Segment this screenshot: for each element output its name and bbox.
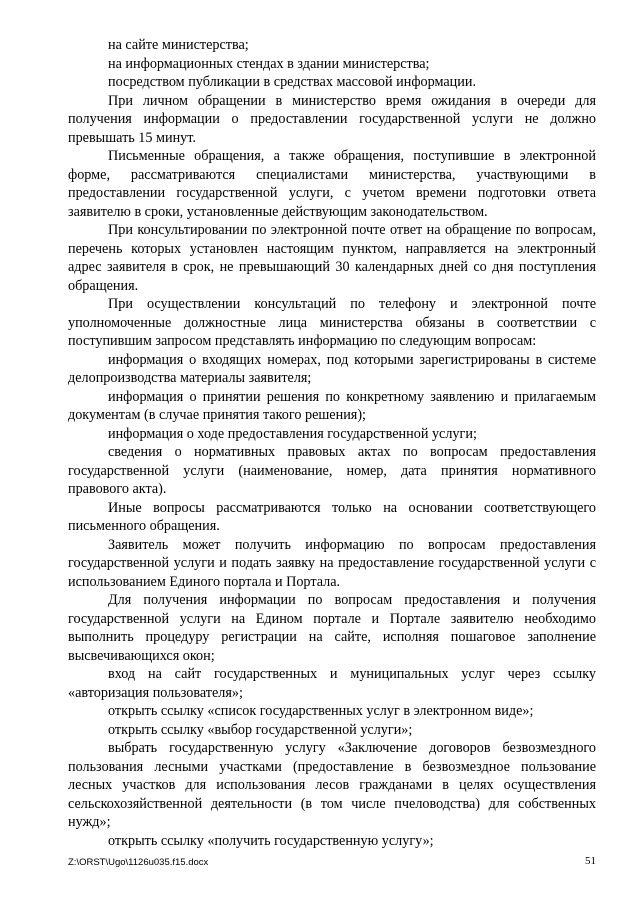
paragraph: Письменные обращения, а также обращения, поступившие в электронной форме, рассматриваются специалистами министерства, участвующими в предоставлении государственной услуги, с учетом времени подготовки ответа заявителю в сроки, установленные действующим законодательством. xyxy=(68,148,596,220)
footer-page-number: 51 xyxy=(585,855,596,867)
footer-file-path: Z:\ORST\Ugo\1126u035.f15.docx xyxy=(68,857,209,868)
paragraph: выбрать государственную услугу «Заключение договоров безвозмездного пользования лесными участками (предоставление в безвозмездное пользование лесных участков для использования лесов гражданами в целях осуществления сельскохозяйственной деятельности (в том числе пчеловодства) для собственных нужд»; xyxy=(68,740,596,830)
paragraph: информация о принятии решения по конкретному заявлению и прилагаемым документам (в случае принятия такого решения); xyxy=(68,388,596,423)
paragraph: Иные вопросы рассматриваются только на основании соответствующего письменного обращения. xyxy=(68,499,596,534)
paragraph: открыть ссылку «получить государственную услугу»; xyxy=(108,832,434,849)
paragraph: вход на сайт государственных и муниципальных услуг через ссылку «авторизация пользователя»; xyxy=(68,666,596,701)
paragraph: Для получения информации по вопросам предоставления и получения государственной услуги на Едином портале и Портале заявителю необходимо выполнить процедуру регистрации на сайте, исполняя пошаговое заполнение высвечивающихся окон; xyxy=(68,592,596,664)
paragraph: открыть ссылку «выбор государственной услуги»; xyxy=(108,721,413,738)
paragraph: При личном обращении в министерство время ожидания в очереди для получения информации о предоставлении государственной услуги не должно превышать 15 минут. xyxy=(68,92,596,146)
paragraph: информация о ходе предоставления государственной услуги; xyxy=(108,425,477,442)
paragraph: При консультировании по электронной почте ответ на обращение по вопросам, перечень которых установлен настоящим пунктом, направляется на электронный адрес заявителя в срок, не превышающий 30 календарных дней со дня поступления обращения. xyxy=(68,222,596,294)
paragraph: открыть ссылку «список государственных услуг в электронном виде»; xyxy=(108,703,534,719)
paragraph: информация о входящих номерах, под которыми зарегистрированы в системе делопроизводства материалы заявителя; xyxy=(68,351,596,386)
paragraph: на информационных стендах в здании министерства; xyxy=(108,55,430,72)
paragraph: посредством публикации в средствах массовой информации. xyxy=(108,74,477,90)
paragraph: сведения о нормативных правовых актах по вопросам предоставления государственной услуги (наименование, номер, дата принятия нормативного правового акта). xyxy=(68,444,596,497)
paragraph: на сайте министерства; xyxy=(108,37,249,53)
document-body xyxy=(68,36,596,850)
paragraph: При осуществлении консультаций по телефону и электронной почте уполномоченные должностные лица министерства обязаны в соответствии с поступившим запросом представлять информацию по следующим вопросам: xyxy=(68,296,596,349)
paragraph: Заявитель может получить информацию по вопросам предоставления государственной услуги и подать заявку на предоставление государственной услуги с использованием Единого портала и Портала. xyxy=(68,536,596,590)
